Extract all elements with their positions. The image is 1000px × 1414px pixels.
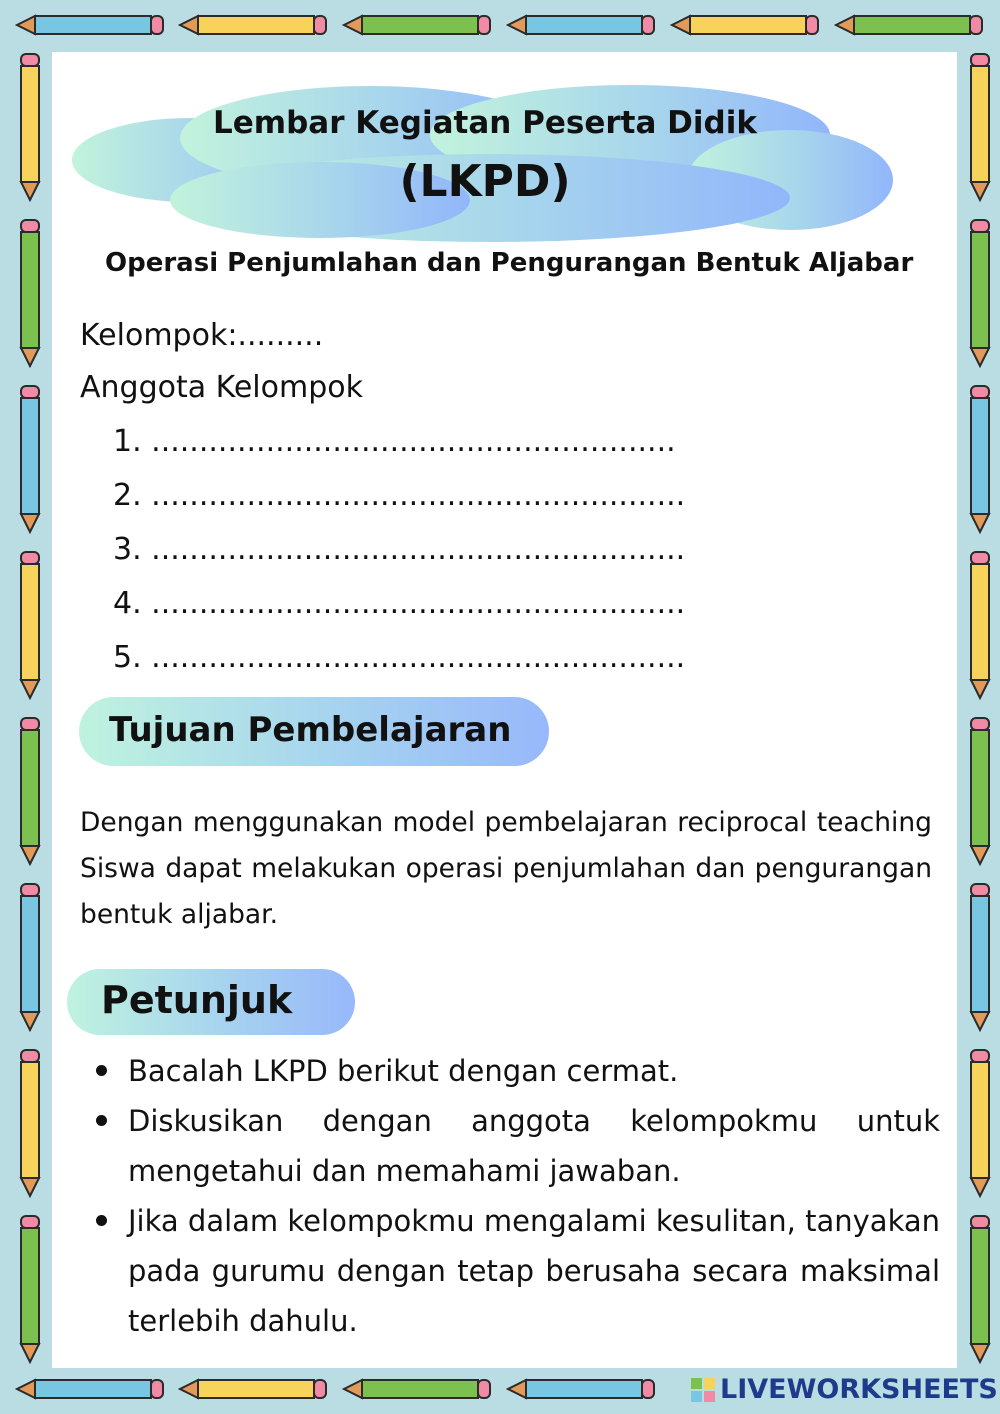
pencil-icon	[969, 218, 991, 368]
pencil-icon	[969, 716, 991, 866]
pencil-icon	[969, 52, 991, 202]
pencil-icon	[670, 14, 820, 36]
pencil-icon	[19, 384, 41, 534]
pencil-icon	[969, 550, 991, 700]
pencil-icon	[15, 1378, 165, 1400]
instructions-heading: Petunjuk	[101, 978, 293, 1022]
liveworksheets-brand[interactable]: LIVEWORKSHEETS	[720, 1374, 998, 1405]
member-line-1: 1. .......................................................	[113, 424, 676, 459]
pencil-icon	[19, 716, 41, 866]
member-list	[113, 424, 685, 694]
pencil-icon	[969, 1214, 991, 1364]
objective-text: Dengan menggunakan model pembelajaran reciprocal teaching Siswa dapat melakukan operasi penjumlahan dan pengurangan bentuk aljabar.	[80, 807, 932, 930]
pencil-icon	[969, 1048, 991, 1198]
pencil-icon	[834, 14, 984, 36]
member-line-5: 5. ........................................................	[113, 640, 686, 675]
member-line-3: 3. ........................................................	[113, 532, 686, 567]
objective-heading-pill	[79, 697, 549, 766]
pencil-icon	[19, 882, 41, 1032]
pencil-icon	[969, 384, 991, 534]
pencil-icon	[969, 882, 991, 1032]
pencil-icon	[15, 14, 165, 36]
member-line-4: 4. ........................................................	[113, 586, 686, 621]
instruction-item: Bacalah LKPD berikut dengan cermat.	[90, 1046, 940, 1096]
pencil-icon	[178, 1378, 328, 1400]
pencil-icon	[506, 14, 656, 36]
pencil-icon	[506, 1378, 656, 1400]
members-heading: Anggota Kelompok	[80, 370, 363, 405]
pencil-icon	[19, 218, 41, 368]
pencil-icon	[19, 1048, 41, 1198]
pencil-icon	[178, 14, 328, 36]
objective-heading: Tujuan Pembelajaran	[109, 710, 512, 750]
pencil-icon	[342, 1378, 492, 1400]
worksheet-subtitle: Operasi Penjumlahan dan Pengurangan Bentuk Aljabar	[105, 248, 914, 278]
bullet-icon	[96, 1215, 107, 1226]
worksheet-title: Lembar Kegiatan Peserta Didik	[213, 105, 757, 141]
pencil-icon	[19, 550, 41, 700]
pencil-icon	[19, 1214, 41, 1364]
liveworksheets-logo-icon	[690, 1377, 716, 1403]
instructions-heading-pill	[67, 969, 355, 1035]
worksheet-title-abbrev: (LKPD)	[399, 156, 571, 207]
bullet-icon	[96, 1065, 107, 1076]
group-field-label: Kelompok:.........	[80, 318, 324, 353]
instruction-list	[90, 1046, 940, 1346]
instruction-item: Diskusikan dengan anggota kelompokmu untuk mengetahui dan memahami jawaban.	[90, 1096, 940, 1196]
bullet-icon	[96, 1115, 107, 1126]
instruction-item: Jika dalam kelompokmu mengalami kesulitan, tanyakan pada gurumu dengan tetap berusaha secara maksimal terlebih dahulu.	[90, 1196, 940, 1346]
pencil-icon	[342, 14, 492, 36]
member-line-2: 2. ........................................................	[113, 478, 686, 513]
